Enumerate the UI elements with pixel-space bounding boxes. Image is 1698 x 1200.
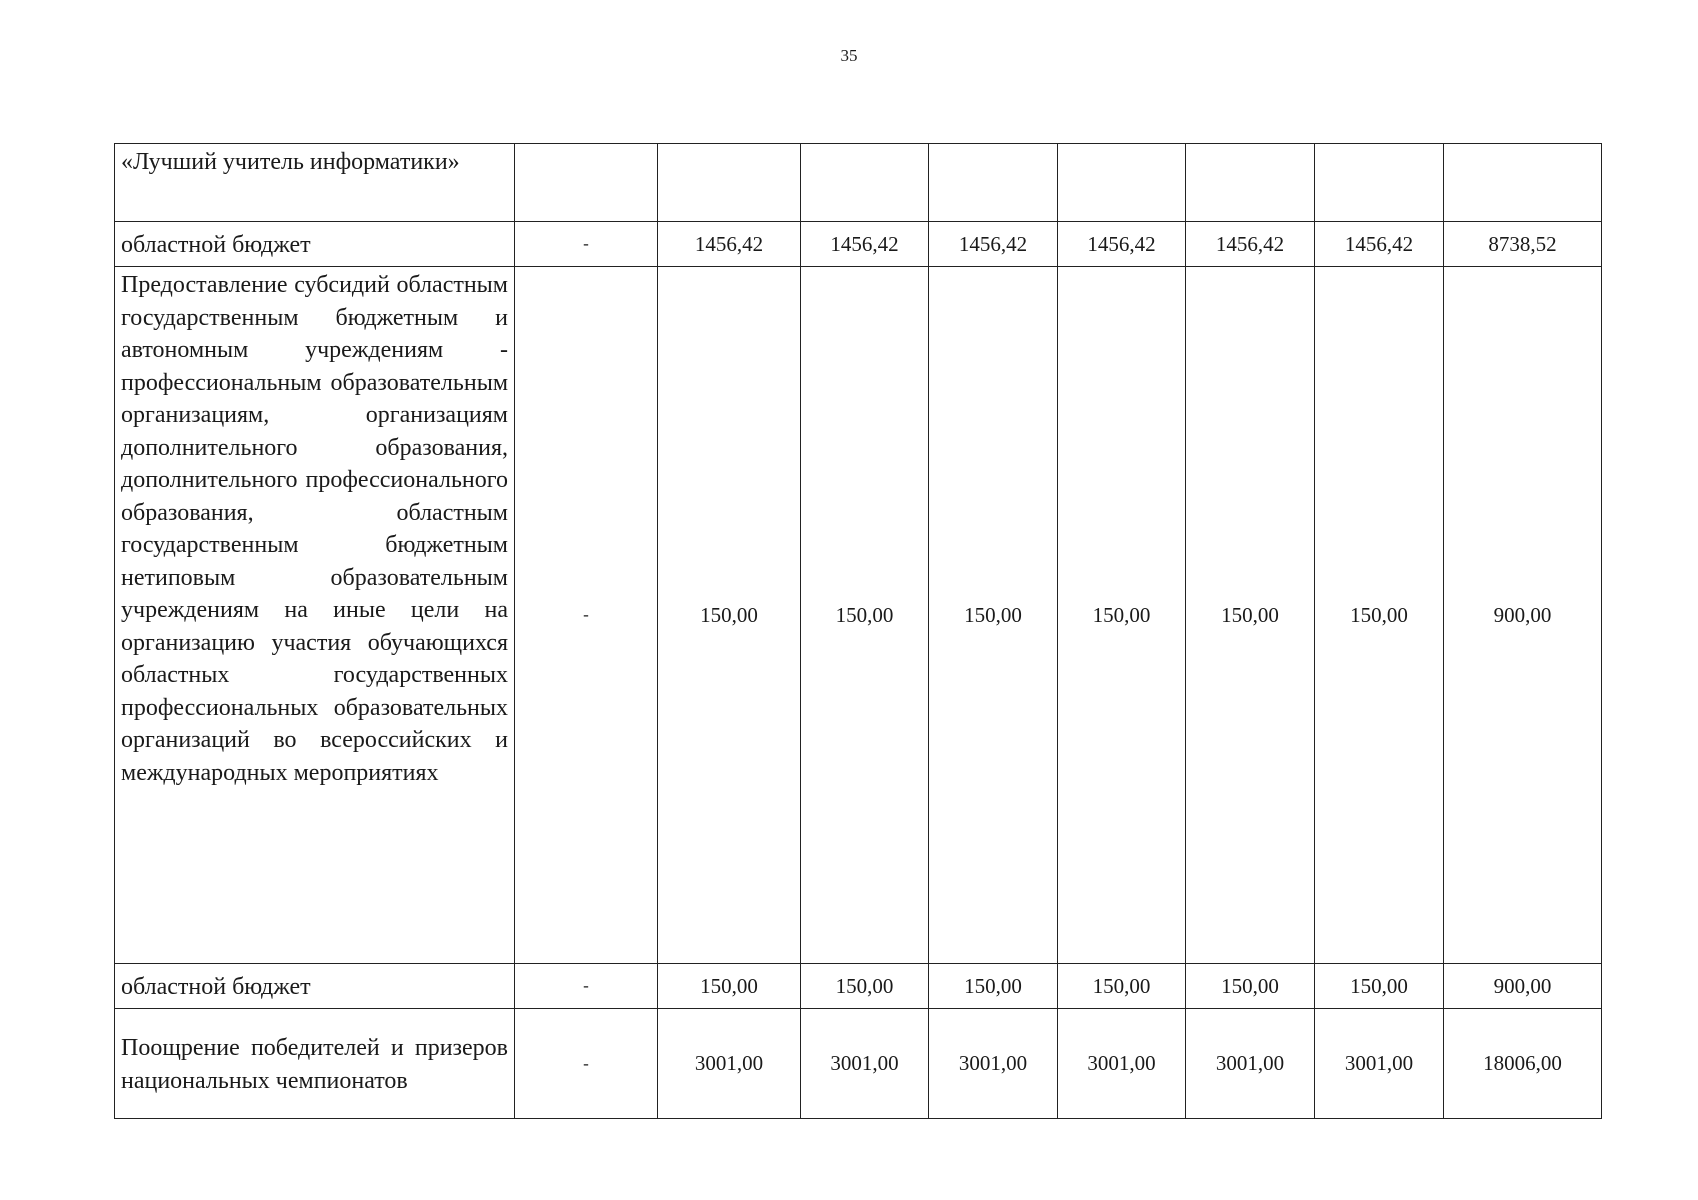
table-cell: 150,00 — [1186, 267, 1315, 964]
table-cell: 3001,00 — [1186, 1009, 1315, 1119]
table-cell: 3001,00 — [801, 1009, 929, 1119]
table-row — [115, 1009, 1602, 1119]
table-row — [115, 222, 1602, 267]
table-cell: 1456,42 — [1058, 222, 1186, 267]
table-cell: - — [515, 1009, 658, 1119]
table-cell — [929, 144, 1058, 222]
table-cell: 3001,00 — [658, 1009, 801, 1119]
table-cell: - — [515, 267, 658, 964]
table-cell — [515, 144, 658, 222]
table-row — [115, 964, 1602, 1009]
table-cell — [801, 144, 929, 222]
table-cell: 150,00 — [1315, 267, 1444, 964]
table-cell — [1186, 144, 1315, 222]
table-cell: 900,00 — [1444, 267, 1602, 964]
table-cell: 150,00 — [1058, 267, 1186, 964]
table-cell: 150,00 — [1186, 964, 1315, 1009]
table-cell: 3001,00 — [1315, 1009, 1444, 1119]
table-cell: 3001,00 — [1058, 1009, 1186, 1119]
table-cell — [1058, 144, 1186, 222]
table-cell: 1456,42 — [801, 222, 929, 267]
table-cell — [658, 144, 801, 222]
table-cell: - — [515, 222, 658, 267]
table-cell: 1456,42 — [1186, 222, 1315, 267]
page-number: 35 — [840, 46, 858, 65]
row-description: Предоставление субсидий областным государственным бюджетным и автономным учреждениям - профессиональным образовательным организациям, организациям дополнительного образования, дополнительного профессионального образования, областным государственным бюджетным нетиповым образовательным учреждениям на иные цели на организацию участия обучающихся областных государственных профессиональных образовательных организаций во всероссийских и международных мероприятиях — [115, 267, 515, 964]
table-cell: 3001,00 — [929, 1009, 1058, 1119]
table-cell: 150,00 — [929, 267, 1058, 964]
row-description: Поощрение победителей и призеров национальных чемпионатов — [115, 1009, 515, 1119]
table-cell: 8738,52 — [1444, 222, 1602, 267]
table-cell: 1456,42 — [1315, 222, 1444, 267]
table-cell: - — [515, 964, 658, 1009]
table-cell — [1444, 144, 1602, 222]
table-cell — [1315, 144, 1444, 222]
table-cell: 150,00 — [929, 964, 1058, 1009]
table-row — [115, 144, 1602, 222]
table-cell: 1456,42 — [658, 222, 801, 267]
table-cell: 150,00 — [658, 964, 801, 1009]
row-description: областной бюджет — [115, 964, 515, 1009]
table-cell: 150,00 — [1058, 964, 1186, 1009]
table-cell: 150,00 — [801, 964, 929, 1009]
table-cell: 150,00 — [1315, 964, 1444, 1009]
table-cell: 18006,00 — [1444, 1009, 1602, 1119]
row-description: «Лучший учитель информатики» — [115, 144, 515, 222]
table-cell: 150,00 — [801, 267, 929, 964]
row-description: областной бюджет — [115, 222, 515, 267]
table-row — [115, 267, 1602, 964]
table-cell: 150,00 — [658, 267, 801, 964]
budget-table — [114, 143, 1602, 1119]
table-cell: 900,00 — [1444, 964, 1602, 1009]
table-cell: 1456,42 — [929, 222, 1058, 267]
